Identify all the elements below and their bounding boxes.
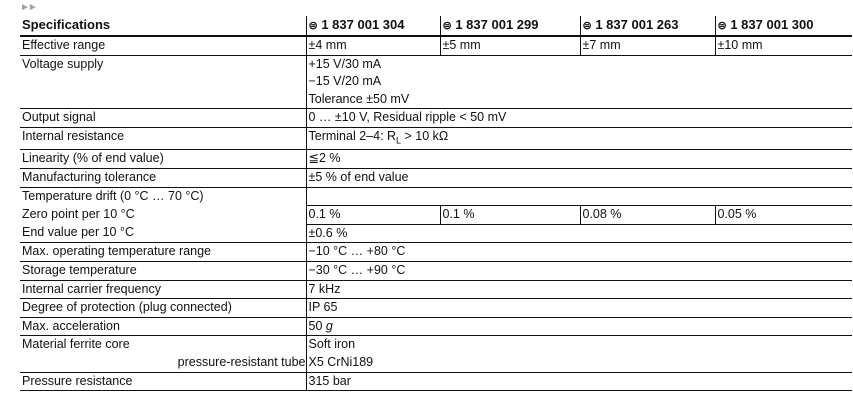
bosch-logo-icon: ⊜ — [308, 20, 318, 32]
row-label: Zero point per 10 °C — [22, 206, 135, 221]
cell-value: Soft iron — [306, 336, 852, 354]
table-row — [20, 169, 852, 188]
table-row — [20, 127, 852, 150]
row-label: Manufacturing tolerance — [20, 169, 306, 188]
cell-value: ±5 mm — [440, 36, 580, 55]
cell-value: +15 V/30 mA — [306, 55, 852, 73]
row-label: Internal resistance — [20, 127, 306, 150]
table-row — [20, 243, 852, 262]
bosch-logo-icon: ⊜ — [442, 20, 452, 32]
cell-value: 50 g — [306, 317, 852, 336]
table-row — [20, 299, 852, 318]
table-row — [20, 224, 852, 243]
cell-value: 0 … ±10 V, Residual ripple < 50 mV — [306, 109, 852, 128]
table-row — [20, 336, 852, 354]
cell-value: ±10 mm — [715, 36, 852, 55]
cell-value: −15 V/20 mA — [306, 73, 852, 91]
row-label: Storage temperature — [20, 262, 306, 281]
table-row — [20, 354, 852, 372]
table-header — [20, 16, 852, 36]
part-number-4: ⊜ 1 837 001 300 — [715, 16, 852, 36]
row-label: Voltage supply — [20, 55, 306, 73]
cell-value: ±7 mm — [580, 36, 715, 55]
part-number-1: ⊜ 1 837 001 304 — [306, 16, 440, 36]
row-label: Internal carrier frequency — [20, 280, 306, 299]
bosch-logo-icon: ⊜ — [717, 20, 727, 32]
row-label: Pressure resistance — [20, 372, 306, 391]
cell-value: Terminal 2–4: $R_L > 10$ kΩ — [306, 127, 852, 150]
cell-value: IP 65 — [306, 299, 852, 318]
table-row — [20, 109, 852, 128]
row-label: Max. operating temperature range — [20, 243, 306, 262]
row-label: Effective range — [22, 38, 106, 52]
row-label: End value per 10 °C — [22, 225, 135, 240]
table-row — [20, 317, 852, 336]
specifications-heading: Specifications — [20, 16, 306, 36]
cell-value: 0.05 % — [715, 206, 852, 225]
row-sublabel: pressure-resistant tube — [177, 355, 306, 369]
cell-value: ±4 mm — [306, 36, 440, 55]
bosch-logo-icon: ⊜ — [582, 20, 592, 32]
table-row — [20, 55, 852, 73]
cell-value: 315 bar — [306, 372, 852, 391]
row-label: Degree of protection (plug connected) — [20, 299, 306, 318]
specifications-table — [20, 16, 852, 391]
row-label: Temperature drift (0 °C … 70 °C) — [20, 187, 306, 206]
nav-arrows-icon: ►► — [20, 2, 36, 13]
row-label: Material ferrite core — [20, 336, 306, 354]
row-label: Max. acceleration — [20, 317, 306, 336]
cell-value: −30 °C … +90 °C — [306, 262, 852, 281]
table-row — [20, 150, 852, 169]
part-number-3: ⊜ 1 837 001 263 — [580, 16, 715, 36]
row-label: Linearity (% of end value) — [20, 150, 306, 169]
table-row — [20, 91, 852, 109]
cell-value: 0.1 % — [306, 206, 440, 225]
table-row — [20, 36, 852, 55]
table-row — [20, 73, 852, 91]
table-row — [20, 262, 852, 281]
cell-value: Tolerance ±50 mV — [306, 91, 852, 109]
row-label: Output signal — [20, 109, 306, 128]
cell-value: ±5 % of end value — [306, 169, 852, 188]
cell-value: −10 °C … +80 °C — [306, 243, 852, 262]
cell-value: ≦2 % — [306, 150, 852, 169]
table-row — [20, 280, 852, 299]
table-row — [20, 372, 852, 391]
table-row — [20, 206, 852, 225]
table-row — [20, 187, 852, 206]
part-number-2: ⊜ 1 837 001 299 — [440, 16, 580, 36]
cell-value: 0.08 % — [580, 206, 715, 225]
cell-value: 0.1 % — [440, 206, 580, 225]
cell-value: ±0.6 % — [306, 224, 852, 243]
cell-value: X5 CrNi189 — [306, 354, 852, 372]
cell-value: 7 kHz — [306, 280, 852, 299]
